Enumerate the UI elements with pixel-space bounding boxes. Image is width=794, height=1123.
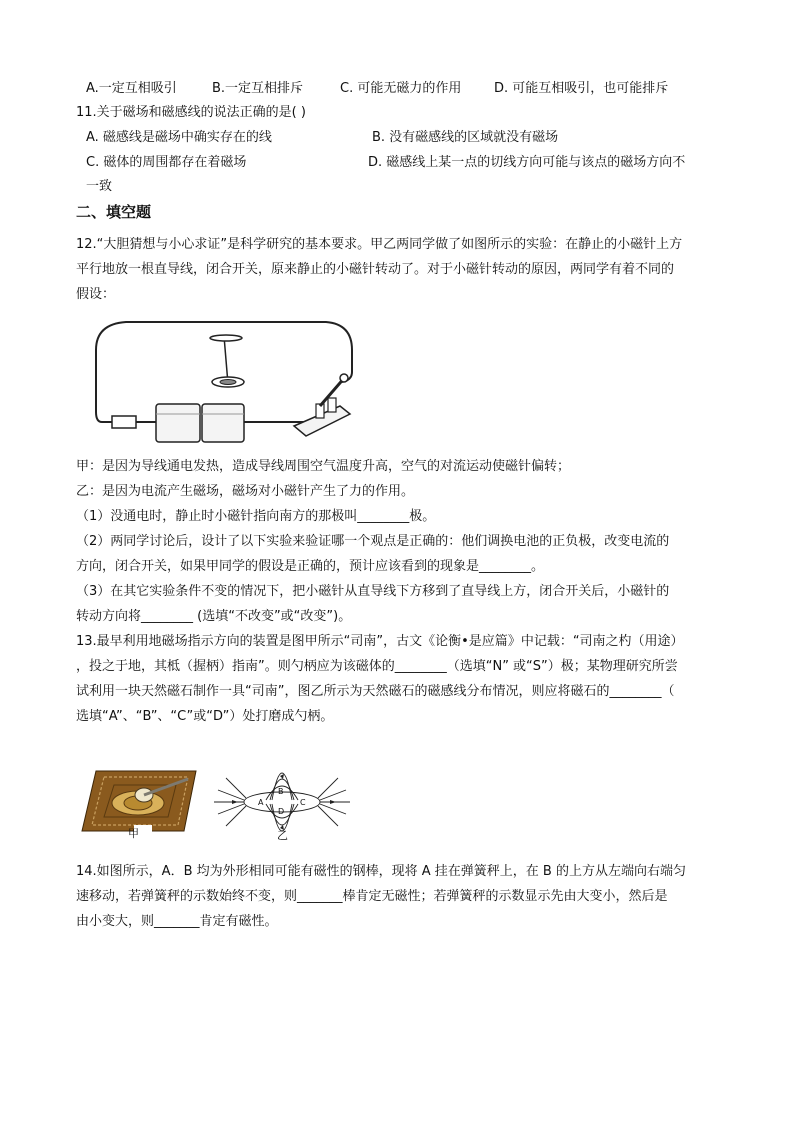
q13-paragraph-4: 选填“A”、“B”、“C”或“D”）处打磨成勺柄。 <box>76 709 334 724</box>
q12-subquestion-2-line2: 方向，闭合开关，如果甲同学的假设是正确的，预计应该看到的现象是________。 <box>76 559 545 574</box>
q12-subquestion-3-line1: （3）在其它实验条件不变的情况下，把小磁针从直导线下方移到了直导线上方，闭合开关后，小磁针的 <box>76 584 670 599</box>
q10-option-c: C. 可能无磁力的作用 <box>340 81 462 96</box>
q12-subquestion-1: （1）没通电时，静止时小磁针指向南方的那极叫________极。 <box>76 509 436 524</box>
sinan-figure <box>80 765 200 835</box>
q12-paragraph-3: 假设： <box>76 287 116 302</box>
point-label-d: D <box>278 807 285 816</box>
fig-label-yi: 乙 <box>277 829 288 842</box>
q12-paragraph-1: 12.“大胆猜想与小心求证”是科学研究的基本要求。甲乙两同学做了如图所示的实验：在静止的小磁针上方 <box>76 237 683 252</box>
section-title: 二、填空题 <box>76 203 152 221</box>
q12-hypothesis-yi: 乙：是因为电流产生磁场，磁场对小磁针产生了力的作用。 <box>76 484 415 499</box>
q13-paragraph-3: 试利用一块天然磁石制作一具“司南”，图乙所示为天然磁石的磁感线分布情况，则应将磁石的________（ <box>76 684 675 699</box>
q11-option-d-line1: D. 磁感线上某一点的切线方向可能与该点的磁场方向不 <box>368 155 686 170</box>
fig-label-jia: 甲 <box>128 827 139 840</box>
q14-paragraph-2: 速移动，若弹簧秤的示数始终不变，则_______棒肯定无磁性；若弹簧秤的示数显示先由大变小，然后是 <box>76 889 668 904</box>
q11-option-c: C. 磁体的周围都存在着磁场 <box>86 155 247 170</box>
q10-option-a: A.一定互相吸引 <box>86 81 177 96</box>
q11-option-d-line2: 一致 <box>86 179 113 194</box>
q11-option-a: A. 磁感线是磁场中确实存在的线 <box>86 130 272 145</box>
q14-paragraph-1: 14.如图所示，A．B 均为外形相同可能有磁性的钢棒，现将 A 挂在弹簧秤上，在 B 的上方从左端向右端匀 <box>76 864 686 879</box>
q11-stem: 11.关于磁场和磁感线的说法正确的是( ) <box>76 105 306 120</box>
q14-paragraph-3: 由小变大，则_______肯定有磁性。 <box>76 914 278 929</box>
q13-paragraph-1: 13.最早利用地磁场指示方向的装置是图甲所示“司南”，古文《论衡•是应篇》中记载：“司南之杓（用途） <box>76 634 684 649</box>
q10-option-b: B.一定互相排斥 <box>212 81 304 96</box>
q12-subquestion-2-line1: （2）两同学讨论后，设计了以下实验来验证哪一个观点是正确的：他们调换电池的正负极，改变电流的 <box>76 534 670 549</box>
point-label-b: B <box>278 787 284 796</box>
q10-option-d: D. 可能互相吸引，也可能排斥 <box>494 81 669 96</box>
q12-paragraph-2: 平行地放一根直导线，闭合开关，原来静止的小磁针转动了。对于小磁针转动的原因，两同学有着不同的 <box>76 262 675 277</box>
q11-option-b: B. 没有磁感线的区域就没有磁场 <box>372 130 559 145</box>
q12-subquestion-3-line2: 转动方向将________ (选填“不改变”或“改变”)。 <box>76 609 352 624</box>
q13-paragraph-2: ，投之于地，其柢（握柄）指南”。则勺柄应为该磁体的________（选填“N” 或“S”）极；某物理研究所尝 <box>76 659 678 674</box>
point-label-c: C <box>300 798 306 807</box>
q12-hypothesis-jia: 甲：是因为导线通电发热，造成导线周围空气温度升高，空气的对流运动使磁针偏转； <box>76 459 571 474</box>
point-label-a: A <box>258 798 264 807</box>
circuit-figure <box>94 310 356 452</box>
